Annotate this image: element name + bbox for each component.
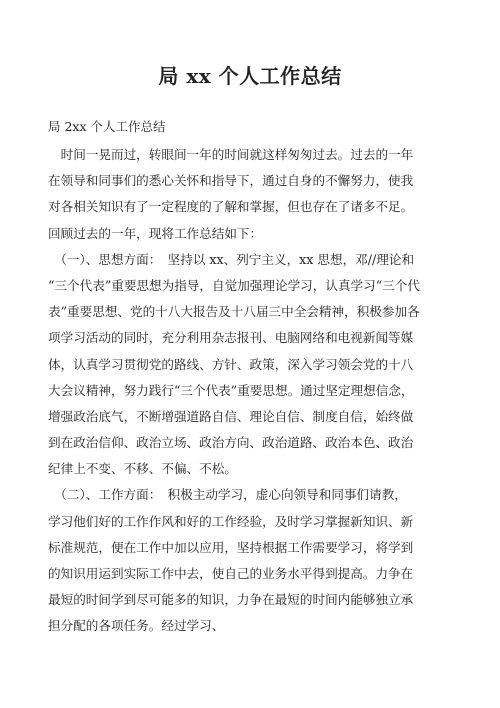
text-line: 标准规范，便在工作中加以应用，坚持根据工作需要学习，将学到 [48, 539, 414, 555]
text-line: 对各相关知识有了一定程度的了解和掌握，但也存在了诸多不足。 [48, 199, 414, 215]
text-line: 学习他们好的工作作风和好的工作经验，及时学习掌握新知识、新 [48, 513, 414, 529]
text-line: 最短的时间学到尽可能多的知识，力争在最短的时间内能够独立承 [48, 592, 414, 608]
text-line: 时间一晃而过，转眼间一年的时间就这样匆匆过去。过去的一年 [48, 147, 414, 162]
text-line: 大会议精神，努力践行“三个代表”重要思想。通过坚定理想信念， [48, 382, 414, 398]
text-line: 担分配的各项任务。经过学习、 [48, 618, 225, 634]
text-line: 到在政治信仰、政治立场、政治方向、政治道路、政治本色、政治 [48, 435, 414, 451]
text-line: 项学习活动的同时，充分利用杂志报刊、电脑网络和电视新闻等媒 [48, 330, 414, 346]
page-title: 局 xx 个人工作总结 [158, 64, 342, 88]
text-line: 回顾过去的一年，现将工作总结如下： [48, 225, 263, 241]
text-line: 表”重要思想、党的十八大报告及十八届三中全会精神，积极参加各 [48, 304, 420, 320]
text-line: “三个代表”重要思想为指导，自觉加强理论学习，认真学习“三个代 [48, 277, 420, 293]
text-line: 纪律上不变、不移、不偏、不松。 [48, 461, 237, 477]
text-line: 在领导和同事们的悉心关怀和指导下，通过自身的不懈努力，使我 [48, 173, 414, 189]
body-text [48, 145, 468, 643]
document-subtitle: 局 2xx 个人工作总结 [48, 119, 166, 134]
text-line: 体，认真学习贯彻党的路线、方针、政策，深入学习领会党的十八 [48, 356, 414, 372]
text-line: （一）、思想方面： 坚持以 xx、列宁主义，xx 思想，邓//理论和 [48, 251, 415, 267]
text-line: 的知识用运到实际工作中去，使自己的业务水平得到提高。力争在 [48, 566, 414, 581]
text-line: （二）、工作方面： 积极主动学习，虚心向领导和同事们请教， [48, 487, 407, 503]
text-line: 增强政治底气，不断增强道路自信、理论自信、制度自信，始终做 [48, 408, 414, 424]
